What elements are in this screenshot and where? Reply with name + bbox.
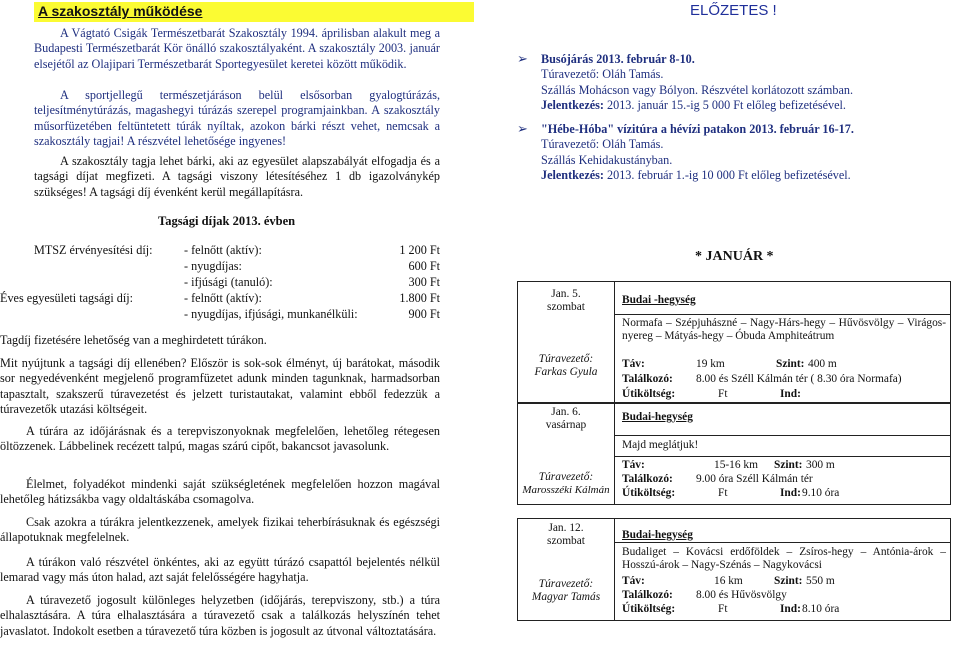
departure-label: Ind: <box>780 487 801 499</box>
month-heading: * JANUÁR * <box>695 249 774 264</box>
departure-label: Ind: <box>780 603 801 615</box>
distance-value: 19 km <box>696 358 725 370</box>
fee-amount: 600 Ft <box>408 259 440 273</box>
fee-item: - nyugdíjas, ifjúsági, munkanélküli: <box>184 307 358 321</box>
trip-details <box>622 575 948 620</box>
cost-value: Ft <box>718 487 728 499</box>
preview-item-lodging: Szállás Kehidakustányban. <box>541 152 673 167</box>
distance-value: 16 km <box>714 575 743 587</box>
elevation-value: 300 m <box>806 459 835 471</box>
fees-title: Tagsági díjak 2013. évben <box>158 214 296 228</box>
trip-route: Majd meglátjuk! <box>622 439 699 451</box>
distance-label: Táv: <box>622 459 645 471</box>
trip-date-column <box>518 519 615 620</box>
trip-name: Budai-hegység <box>622 529 693 541</box>
program-paragraph: A sportjellegű természetjáráson belül elsősorban gyalogtúrázás, teljesítménytúrázás, magashegyi túrázás szerepel programjainkban. A szakosztály műsorfüzetében feltüntetett túrák nyíltak, azokon bárki részt vehet, nemcsak a szakosztály tagjai! A részvétel lehetősége ingyenes! <box>34 88 440 149</box>
fee-label: MTSZ érvényesítési díj: <box>34 243 153 257</box>
departure-value: 9.10 óra <box>802 487 840 499</box>
meeting-value: 8.00 és Széll Kálmán tér ( 8.30 óra Normafa) <box>696 373 902 385</box>
preview-item-title: Busójárás 2013. február 8-10. <box>541 52 695 66</box>
trip-details <box>622 459 948 504</box>
preview-list <box>517 52 947 183</box>
section-title: A szakosztály működése <box>38 3 203 19</box>
preview-item <box>517 122 947 183</box>
fee-row <box>0 307 440 323</box>
preview-item-title: "Hébe-Hóba" vízitúra a hévízi patakon 2013. február 16-17. <box>541 122 854 137</box>
elevation-label: Szint: <box>776 358 805 370</box>
meeting-label: Találkozó: <box>622 589 673 601</box>
trip-date: Jan. 5. <box>551 288 581 300</box>
trip-date: Jan. 12. <box>548 522 584 534</box>
trip-leader-label: Túravezető: <box>538 353 594 365</box>
arrow-bullet-icon: ➢ <box>517 51 528 66</box>
cost-label: Útiköltség: <box>622 487 676 499</box>
meeting-value: 9.00 óra Széll Kálmán tér <box>696 473 813 485</box>
fee-amount: 1.800 Ft <box>399 291 440 305</box>
preview-item-leader: Túravezető: Oláh Tamás. <box>541 137 664 152</box>
trip-name: Budai -hegység <box>622 294 696 306</box>
trip-date-column <box>518 403 615 504</box>
cost-label: Útiköltség: <box>622 603 676 615</box>
preview-item-lodging: Szállás Mohácson vagy Bólyon. Részvétel korlátozott számban. <box>541 82 854 97</box>
fee-row <box>0 291 440 307</box>
benefits-paragraph: Mit nyújtunk a tagsági díj ellenében? Először is sok-sok élményt, új barátokat, második sor negyedévenként megjelenő programfüzetet adunk minden tagunknak, harmadsorban tapasztalt, szakszerű túravezetést és jelzett turistautakat, valamint ebből fedezzük a túravezetők utazási költségeit. <box>0 356 440 417</box>
meeting-value: 8.00 és Hűvösvölgy <box>696 589 787 601</box>
fee-row <box>0 243 440 259</box>
preview-item-signup: 2013. január 15.-ig 5 000 Ft előleg befizetésével. <box>603 97 846 112</box>
trip-leader: Marosszéki Kálmán <box>522 484 610 496</box>
fee-item: - ifjúsági (tanuló): <box>184 275 273 289</box>
elevation-label: Szint: <box>774 459 803 471</box>
fee-amount: 900 Ft <box>408 307 440 321</box>
fee-row <box>0 275 440 291</box>
fee-amount: 1 200 Ft <box>399 243 440 257</box>
membership-paragraph: A szakosztály tagja lehet bárki, aki az egyesület alapszabályát elfogadja és a tagsági díjat megfizeti. A tagsági viszony létesítéséhez 1 db igazolványkép szükséges! A tagsági díj évenként kerül megállapításra. <box>34 154 440 199</box>
trip-date: Jan. 6. <box>551 406 581 418</box>
distance-label: Táv: <box>622 358 645 370</box>
fee-row <box>0 259 440 275</box>
fees-table <box>0 243 440 323</box>
fee-item: - nyugdíjas: <box>184 259 242 273</box>
departure-value: 8.10 óra <box>802 603 840 615</box>
preview-item-leader: Túravezető: Oláh Tamás. <box>541 67 664 82</box>
trip-day: vasárnap <box>545 419 587 431</box>
preview-item-signup-label: Jelentkezés: <box>541 97 604 112</box>
departure-label: Ind: <box>780 388 801 400</box>
fitness-paragraph: Csak azokra a túrákra jelentkezzenek, amelyek fizikai teherbírásuknak és egészségi állapotuknak megfelelnek. <box>0 515 440 545</box>
trip-route: Budaliget – Kovácsi erdőföldek – Zsíros-hegy – Antónia-árok – Hosszú-árok – Nagy-Szénás – Nagykovácsi <box>622 546 946 571</box>
trip-leader-label: Túravezető: <box>538 578 594 590</box>
fee-amount: 300 Ft <box>408 275 440 289</box>
trip-leader: Farkas Gyula <box>534 366 598 378</box>
trip-day: szombat <box>547 535 585 547</box>
trip-date-column <box>518 282 615 403</box>
distance-label: Táv: <box>622 575 645 587</box>
arrow-bullet-icon: ➢ <box>517 121 528 137</box>
elevation-label: Szint: <box>774 575 803 587</box>
food-paragraph: Élelmet, folyadékot mindenki saját szükségletének megfelelően hozzon magával lehetőleg hátizsákba vagy oldaltáskába csomagolva. <box>0 477 440 507</box>
preview-item <box>517 52 947 113</box>
cost-label: Útiköltség: <box>622 388 676 400</box>
meeting-label: Találkozó: <box>622 373 673 385</box>
clothing-paragraph: A túrára az időjárásnak és a terepviszonyoknak megfelelően, lehetőleg rétegesen öltözzenek. Lábbelinek recézett talpú, magas szárú cipőt, bakancsot javasolunk. <box>0 424 440 454</box>
preview-item-signup-label: Jelentkezés: <box>541 168 604 183</box>
cost-value: Ft <box>718 603 728 615</box>
cost-value: Ft <box>718 388 728 400</box>
fee-payment-note: Tagdíj fizetésére lehetőség van a meghirdetett túrákon. <box>0 333 267 347</box>
fee-label: Éves egyesületi tagsági díj: <box>0 291 134 305</box>
preview-heading: ELŐZETES ! <box>690 2 777 19</box>
trip-card <box>517 518 951 621</box>
fee-item: - felnőtt (aktív): <box>184 243 262 257</box>
trip-route: Normafa – Szépjuhászné – Nagy-Hárs-hegy – Hűvösvölgy – Virágos-nyereg – Mátyás-hegy – Óbuda Amphiteátrum <box>622 317 946 342</box>
trip-leader-label: Túravezető: <box>538 471 594 483</box>
meeting-label: Találkozó: <box>622 473 673 485</box>
trip-day: szombat <box>547 301 585 313</box>
trip-name: Budai-hegység <box>622 411 693 423</box>
voluntary-paragraph: A túrákon való részvétel önkéntes, aki az együtt túrázó csapattól bejelentés nélkül lemarad vagy más úton halad, azt saját felelősségére hagyhatja. <box>0 555 440 585</box>
fee-item: - felnőtt (aktív): <box>184 291 262 305</box>
trip-card <box>517 402 951 505</box>
trip-details <box>622 358 948 403</box>
elevation-value: 550 m <box>806 575 835 587</box>
elevation-value: 400 m <box>808 358 837 370</box>
distance-value: 15-16 km <box>714 459 758 471</box>
trip-card <box>517 281 951 404</box>
postpone-paragraph: A túravezető jogosult különleges helyzetben (időjárás, terepviszony, stb.) a túra elhalasztására. A túra elhalasztására a túravezető csak a találkozás helyszínén tehet javaslatot. Indokolt esetben a túravezető túra közben is jogosult az útvonal változtatására. <box>0 593 440 638</box>
intro-paragraph: A Vágtató Csigák Természetbarát Szakosztály 1994. áprilisban alakult meg a Budapesti Természetbarát Kör önálló szakosztályaként. A szakosztály 2003. január elsejétől az Olajipari Természetbarát Sportegyesület keretei között működik. <box>34 26 440 71</box>
preview-item-signup: 2013. február 1.-ig 10 000 Ft előleg befizetésével. <box>603 168 851 183</box>
trip-leader: Magyar Tamás <box>531 591 601 603</box>
